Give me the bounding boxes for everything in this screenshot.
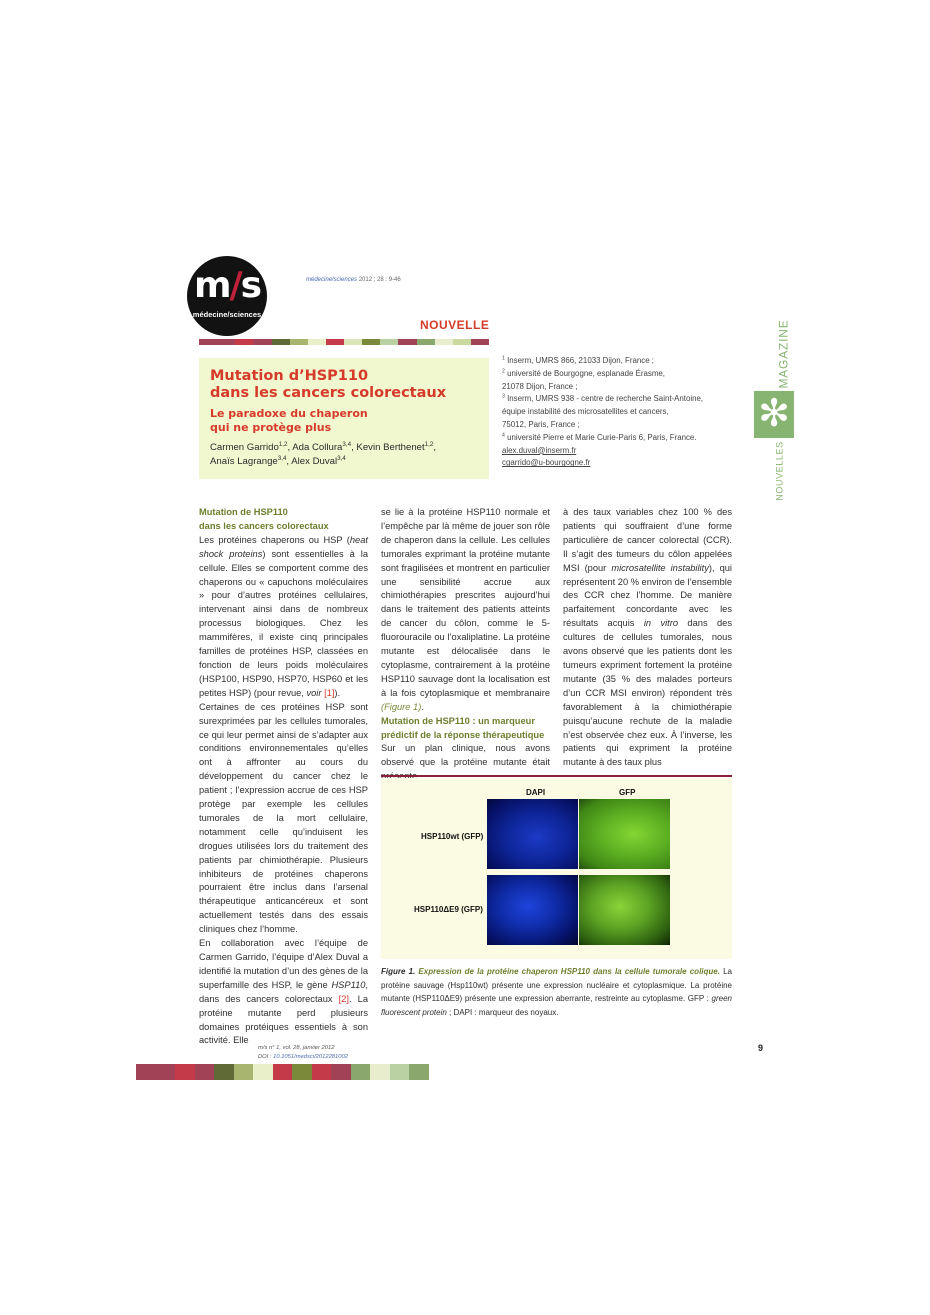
logo-letters: m/s [193, 265, 261, 306]
paragraph: Les protéines chaperons ou HSP (heat shock proteins) sont essentielles à la cellule. Elles se comportent comme des chaperons ou « capuchons moléculaires » pour d’autres protéines cellulaires, intervenant ainsi dans de nombreux processus biologiques. Chez les mammifères, il existe cinq principales familles de protéines HSP, classées en fonction de leurs poids moléculaires (HSP100, HSP90, HSP70, HSP60 et les petites HSP) (pour revue, voir [1]). [199, 534, 368, 698]
paragraph: En collaboration avec l’équipe de Carmen Garrido, l’équipe d’Alex Duval a identifié la mutation d’un des gènes de la superfamille des HSP, le gène HSP110, dans des cancers colorectaux [2]. La protéine mutante perd plusieurs domaines protéiques essentiels à son activité. Elle [199, 938, 369, 1046]
stripe-segment [380, 339, 398, 345]
citation-link[interactable]: [1] [324, 687, 335, 698]
bottom-color-stripe [136, 1064, 429, 1080]
microscopy-panel-wt-dapi [487, 799, 578, 869]
paragraph: Sur un plan clinique, nous avons observé que la protéine mutante était [381, 743, 550, 768]
section-label: NOUVELLE [420, 318, 490, 332]
figure-caption: Figure 1. Expression de la protéine chaperon HSP110 dans la cellule tumorale colique. La protéine sauvage (Hsp110wt) présente une expression nucléaire et cytoplasmique. La protéine mutante (HSP110ΔE9) présente une expression aberrante, restreinte au cytoplasme. GFP : green fluorescent protein ; DAPI : marqueur des noyaux. [381, 967, 733, 1017]
stripe-segment [390, 1064, 410, 1080]
stripe-segment [273, 1064, 293, 1080]
logo-subtitle: médecine/sciences [192, 310, 262, 319]
row-label-mutant: HSP110ΔE9 (GFP) [414, 905, 483, 914]
email-link[interactable]: alex.duval@inserm.fr [502, 445, 577, 455]
stripe-segment [136, 1064, 156, 1080]
section-heading: Mutation de HSP110 : un marqueur prédictif de la réponse thérapeutique [381, 715, 545, 740]
stripe-segment [344, 339, 362, 345]
stripe-segment [175, 1064, 195, 1080]
top-color-stripe [199, 339, 489, 345]
journal-reference: médecine/sciences 2012 ; 28 : 9-46 [306, 277, 401, 283]
citation-link[interactable]: [2] [338, 993, 349, 1004]
figure-rule [381, 775, 732, 777]
stripe-segment [453, 339, 471, 345]
microscopy-panel-mutant-dapi [487, 875, 578, 945]
stripe-segment [214, 1064, 234, 1080]
stripe-segment [471, 339, 489, 345]
affiliation-cont: 21078 Dijon, France ; [502, 381, 578, 391]
stripe-segment [370, 1064, 390, 1080]
stripe-segment [272, 339, 290, 345]
stripe-segment [290, 339, 308, 345]
author: Ada Collura$^{3,4}$, [292, 440, 357, 453]
stripe-segment [235, 339, 253, 345]
stripe-segment [234, 1064, 254, 1080]
figure-link[interactable]: (Figure 1) [381, 701, 422, 712]
stripe-segment [253, 339, 271, 345]
journal-logo [187, 256, 267, 336]
stripe-segment [312, 1064, 332, 1080]
title-box [199, 358, 489, 479]
affiliation-cont: 75012, Paris, France ; [502, 419, 580, 429]
section-heading: Mutation de HSP110 dans les cancers colorectaux [199, 507, 329, 531]
magazine-label: MAGAZINE [776, 319, 791, 389]
text-column-2 [381, 506, 550, 784]
email-link[interactable]: cgarrido@u-bourgogne.fr [502, 458, 591, 468]
doi-link[interactable]: 10.1051/medsci/2012281002 [273, 1054, 348, 1060]
article-subtitle: Le paradoxe du chaperon qui ne protège plus [210, 407, 368, 434]
author: Kevin Berthenet$^{1,2}$, [356, 440, 437, 453]
stripe-segment [331, 1064, 351, 1080]
asterisk-icon: ✻ [754, 391, 794, 438]
affiliations [502, 355, 732, 470]
text-column-1 [199, 506, 368, 1048]
stripe-segment [435, 339, 453, 345]
stripe-segment [308, 339, 326, 345]
stripe-segment [417, 339, 435, 345]
paragraph: à des taux variables chez 100 % des patients qui souffraient d’une forme particulière de cancer colorectal (CCR). Il s’agit des tumeurs du côlon appelées MSI (pour microsatellite instability), qui représentent 20 % environ de l’ensemble des CCR chez l’homme. De manière parfaitement concordante avec les résultats acquis in vitro dans des cultures de cellules tumorales, nous avons observé que les patients dont les tumeurs expriment fortement la protéine mutante (35 % des malades porteurs d’un CCR MSI environ) répondent très favorablement à la chimiothérapie puisqu’aucune rechute de la maladie n’est observée chez eux. À l’inverse, les patients qui expriment la protéine mutante à des taux plus [563, 507, 732, 768]
microscopy-panel-mutant-gfp [579, 875, 670, 945]
article-title: Mutation d’HSP110 dans les cancers colorectaux [210, 368, 447, 401]
affiliation: $^2$ université de Bourgogne, esplanade Érasme, [502, 368, 665, 378]
stripe-segment [326, 339, 344, 345]
stripe-segment [253, 1064, 273, 1080]
nouvelles-label: NOUVELLES [774, 441, 785, 501]
stripe-segment [409, 1064, 429, 1080]
stripe-segment [362, 339, 380, 345]
row-label-wt: HSP110wt (GFP) [421, 832, 484, 841]
stripe-segment [351, 1064, 371, 1080]
affiliation: $^1$ Inserm, UMRS 866, 21033 Dijon, France ; [502, 355, 654, 365]
stripe-segment [292, 1064, 312, 1080]
stripe-segment [199, 339, 217, 345]
author: Alex Duval$^{3,4}$ [291, 454, 346, 467]
column-label-gfp: GFP [619, 788, 636, 797]
column-label-dapi: DAPI [526, 788, 546, 797]
stripe-segment [398, 339, 416, 345]
text-column-3 [563, 506, 732, 770]
author: Anaïs Lagrange$^{3,4}$, [210, 454, 292, 467]
author-list [210, 441, 485, 469]
page-number: 9 [758, 1043, 764, 1053]
stripe-segment [217, 339, 235, 345]
paragraph: Certaines de ces protéines HSP sont surexprimées par les cellules tumorales, ce qui leur permet ainsi de s’adapter aux conditions environnementales qu’elles ont à affronter au cours du développement du cancer chez le patient ; l’expression accrue de ces HSP protège par exemple les cellules tumorales de la mort cellulaire, notamment celle qu’induisent les drogues utilisées lors du traitement des patients par chimiothérapie. Plusieurs inhibiteurs de protéines chaperons pourraient être inclus dans l’arsenal thérapeutique anticancéreux et sont actuellement testés dans des essais cliniques chez l’homme. [199, 701, 368, 935]
footer-citation: m/s n° 1, vol. 28, janvier 2012 DOI : 10.1051/medsci/2012281002 [258, 1045, 348, 1060]
author: Carmen Garrido$^{1,2}$, [210, 440, 293, 453]
affiliation: $^3$ Inserm, UMRS 938 - centre de recherche Saint-Antoine, [502, 393, 704, 404]
affiliation-cont: équipe instabilité des microsatellites et cancers, [502, 407, 669, 417]
microscopy-panel-wt-gfp [579, 799, 670, 869]
stripe-segment [195, 1064, 215, 1080]
stripe-segment [156, 1064, 176, 1080]
affiliation: $^4$ université Pierre et Marie Curie-Paris 6, Paris, France. [502, 432, 697, 442]
paragraph: se lie à la protéine HSP110 normale et l’empêche par là même de jouer son rôle de chaperon dans la cellule. Les cellules tumorales exprimant la protéine mutante sont fragilisées et montrent en particulier une sensibilité accrue aux chimiothérapies prescrites aujourd’hui dans le traitement des patients atteints de cancer du côlon, comme le 5-fluorouracile ou l’oxaliplatine. La protéine mutante est délocalisée dans le cytoplasme, contrairement à la protéine HSP110 sauvage dont la localisation est à la fois cytoplasmique et membranaire (Figure 1). [381, 507, 550, 712]
figure-1 [381, 778, 732, 959]
